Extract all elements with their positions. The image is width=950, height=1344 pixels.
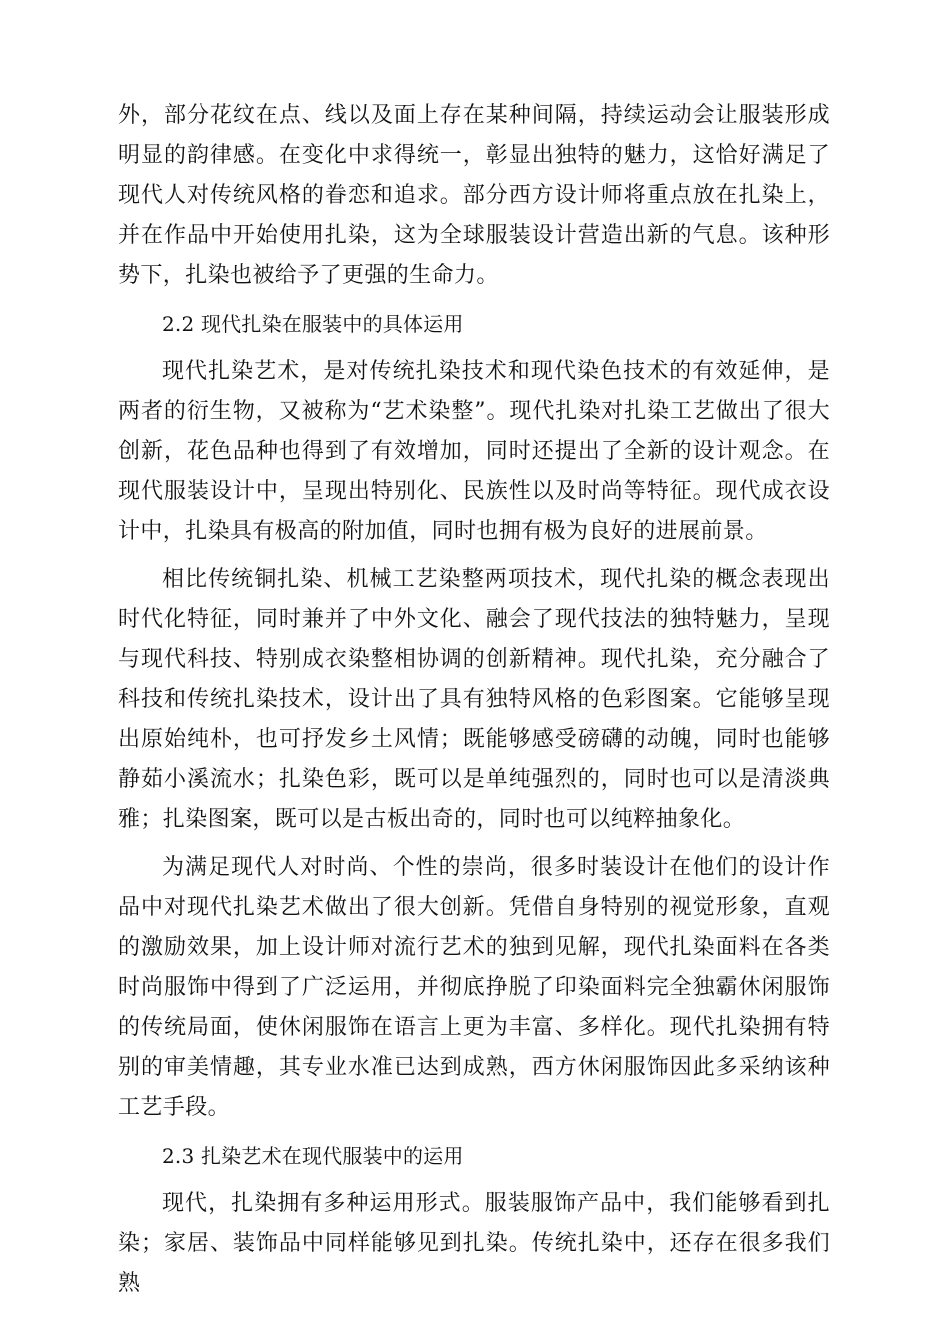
- paragraph-applications: 现代，扎染拥有多种运用形式。服装服饰产品中，我们能够看到扎染；家居、装饰品中同样能够见到扎染。传统扎染中，还存在很多我们熟: [118, 1191, 830, 1296]
- body-text: [118, 96, 830, 1304]
- paragraph-comparison: 相比传统铜扎染、机械工艺染整两项技术，现代扎染的概念表现出时代化特征，同时兼并了中外文化、融会了现代技法的独特魅力，呈现与现代科技、特别成衣染整相协调的创新精神。现代扎染，充分融合了科技和传统扎染技术，设计出了具有独特风格的色彩图案。它能够呈现出原始纯朴，也可抒发乡土风情；既能够感受磅礴的动魄，同时也能够静茹小溪流水；扎染色彩，既可以是单纯强烈的，同时也可以是清淡典雅；扎染图案，既可以是古板出奇的，同时也可以纯粹抽象化。: [118, 567, 830, 832]
- section-heading-2-2: 2.2 现代扎染在服装中的具体运用: [162, 312, 464, 336]
- paragraph-fashion-innovation: 为满足现代人对时尚、个性的崇尚，很多时装设计在他们的设计作品中对现代扎染艺术做出了很大创新。凭借自身特别的视觉形象，直观的激励效果，加上设计师对流行艺术的独到见解，现代扎染面料在各类时尚服饰中得到了广泛运用，并彻底挣脱了印染面料完全独霸休闲服饰的传统局面，使休闲服饰在语言上更为丰富、多样化。现代扎染拥有特别的审美情趣，其专业水准已达到成熟，西方休闲服饰因此多采纳该种工艺手段。: [118, 855, 830, 1120]
- paragraph-modern-tie-dye: 现代扎染艺术，是对传统扎染技术和现代染色技术的有效延伸，是两者的衍生物，又被称为“艺术染整”。现代扎染对扎染工艺做出了很大创新，花色品种也得到了有效增加，同时还提出了全新的设计观念。在现代服装设计中，呈现出特别化、民族性以及时尚等特征。现代成衣设计中，扎染具有极高的附加值，同时也拥有极为良好的进展前景。: [118, 359, 830, 544]
- paragraph-continuation: 外，部分花纹在点、线以及面上存在某种间隔，持续运动会让服装形成明显的韵律感。在变化中求得统一，彰显出独特的魅力，这恰好满足了现代人对传统风格的眷恋和追求。部分西方设计师将重点放在扎染上，并在作品中开始使用扎染，这为全球服装设计营造出新的气息。该种形势下，扎染也被给予了更强的生命力。: [118, 103, 830, 288]
- section-heading-2-3: 2.3 扎染艺术在现代服装中的运用: [162, 1144, 464, 1168]
